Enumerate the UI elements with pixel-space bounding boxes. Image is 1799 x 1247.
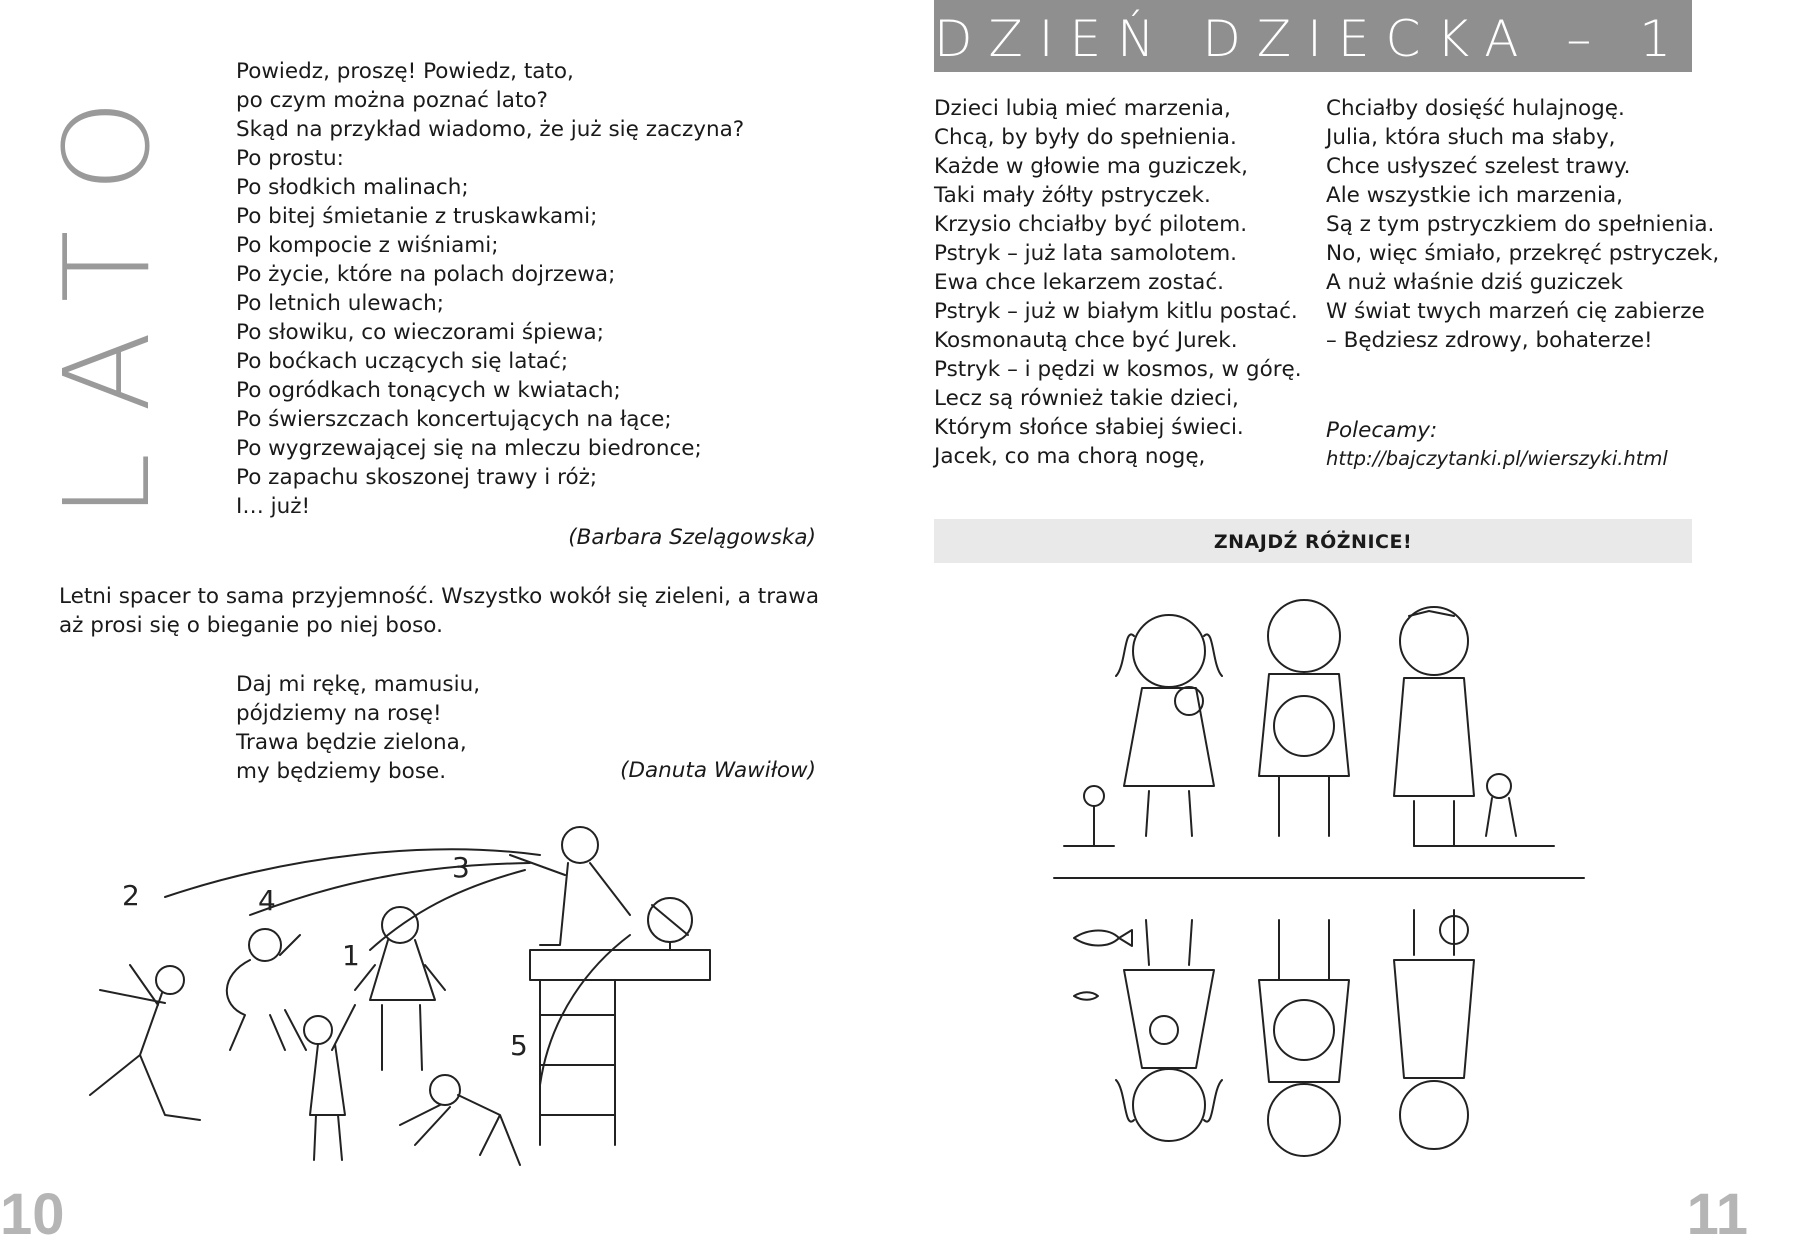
children-day-header: DZIEŃ DZIECKA – 1.6.	[934, 0, 1692, 72]
poem-line: my będziemy bose.	[236, 759, 447, 784]
poem-line: Daj mi rękę, mamusiu,	[236, 672, 481, 697]
poem-line: Po wygrzewającej się na mleczu biedronce;	[236, 436, 702, 461]
poem-author-name: Danuta Wawiłow	[628, 758, 808, 783]
lato-title-text: LATO	[38, 61, 176, 519]
summer-walk-paragraph: Letni spacer to sama przyjemność. Wszystko wokół się zieleni, a trawa aż prosi się o bieganie po niej boso.	[59, 584, 819, 638]
children-day-poem-column-2	[1326, 94, 1726, 355]
poem-line: Jacek, co ma chorą nogę,	[934, 444, 1206, 469]
poem-line: po czym można poznać lato?	[236, 88, 548, 113]
poem-line: Po kompocie z wiśniami;	[236, 233, 499, 258]
lato-title	[38, 60, 176, 520]
poem-line: Dzieci lubią mieć marzenia,	[934, 96, 1231, 121]
drawing-number: 2	[122, 879, 140, 912]
poem-line: Kosmonautą chce być Jurek.	[934, 328, 1238, 353]
poem-line: Taki mały żółty pstryczek.	[934, 183, 1211, 208]
poem-author: (Danuta Wawiłow)	[620, 758, 816, 783]
poem-line: W świat twych marzeń cię zabierze	[1326, 299, 1705, 324]
recommend-label: Polecamy:	[1326, 418, 1438, 443]
drawing-number: 4	[258, 884, 276, 917]
left-page	[0, 0, 874, 1247]
page-number: 11	[1686, 1182, 1748, 1247]
poem-line: A nuż właśnie dziś guziczek	[1326, 270, 1623, 295]
poem-line: Po boćkach uczących się latać;	[236, 349, 569, 374]
find-differences-bar: ZNAJDŹ RÓŻNICE!	[934, 519, 1692, 563]
poem-line: Skąd na przykład wiadomo, że już się zaczyna?	[236, 117, 745, 142]
poem-line: Ewa chce lekarzem zostać.	[934, 270, 1224, 295]
poem-line: Pstryk – i pędzi w kosmos, w górę.	[934, 357, 1302, 382]
drawing-number: 1	[342, 939, 360, 972]
poem-line: Po ogródkach tonących w kwiatach;	[236, 378, 621, 403]
poem-line: Pstryk – już lata samolotem.	[934, 241, 1237, 266]
drawing-number: 3	[452, 851, 470, 884]
teacher-children-illustration	[70, 815, 800, 1195]
drawing-number: 5	[510, 1029, 528, 1062]
poem-line: Którym słońce słabiej świeci.	[934, 415, 1244, 440]
right-page	[874, 0, 1799, 1247]
poem-line: Powiedz, proszę! Powiedz, tato,	[236, 59, 574, 84]
poem-line: Po słodkich malinach;	[236, 175, 469, 200]
poem-line: Krzysio chciałby być pilotem.	[934, 212, 1248, 237]
poem-line: Po bitej śmietanie z truskawkami;	[236, 204, 598, 229]
poem-author: (Barbara Szelągowska)	[568, 525, 816, 550]
poem-line: I… już!	[236, 494, 311, 519]
poem-line: Po prostu:	[236, 146, 344, 171]
poem-line: Po świerszczach koncertujących na łące;	[236, 407, 672, 432]
poem-line: Chcą, by były do spełnienia.	[934, 125, 1237, 150]
poem-line: Po życie, które na polach dojrzewa;	[236, 262, 616, 287]
poem-rosa	[236, 670, 656, 786]
page-number: 10	[0, 1182, 65, 1247]
poem-line: – Będziesz zdrowy, bohaterze!	[1326, 328, 1653, 353]
poem-line: Po zapachu skoszonej trawy i róż;	[236, 465, 598, 490]
poem-line: Po słowiku, co wieczorami śpiewa;	[236, 320, 604, 345]
poem-line: Każde w głowie ma guziczek,	[934, 154, 1248, 179]
poem-author-name: Barbara Szelągowska	[576, 525, 808, 550]
poem-lato	[236, 57, 816, 521]
poem-line: Chce usłyszeć szelest trawy.	[1326, 154, 1631, 179]
poem-line: Trawa będzie zielona,	[236, 730, 467, 755]
poem-line: pójdziemy na rosę!	[236, 701, 442, 726]
poem-line: Po letnich ulewach;	[236, 291, 444, 316]
children-day-poem-column-1	[934, 94, 1314, 471]
poem-line: Chciałby dosięść hulajnogę.	[1326, 96, 1625, 121]
recommend-link[interactable]: http://bajczytanki.pl/wierszyki.html	[1326, 447, 1668, 470]
poem-line: Ale wszystkie ich marzenia,	[1326, 183, 1623, 208]
poem-line: Lecz są również takie dzieci,	[934, 386, 1239, 411]
poem-line: No, więc śmiało, przekręć pstryczek,	[1326, 241, 1720, 266]
poem-line: Są z tym pstryczkiem do spełnienia.	[1326, 212, 1715, 237]
find-differences-illustration	[1054, 596, 1584, 1196]
poem-line: Julia, która słuch ma słaby,	[1326, 125, 1616, 150]
poem-line: Pstryk – już w białym kitlu postać.	[934, 299, 1298, 324]
